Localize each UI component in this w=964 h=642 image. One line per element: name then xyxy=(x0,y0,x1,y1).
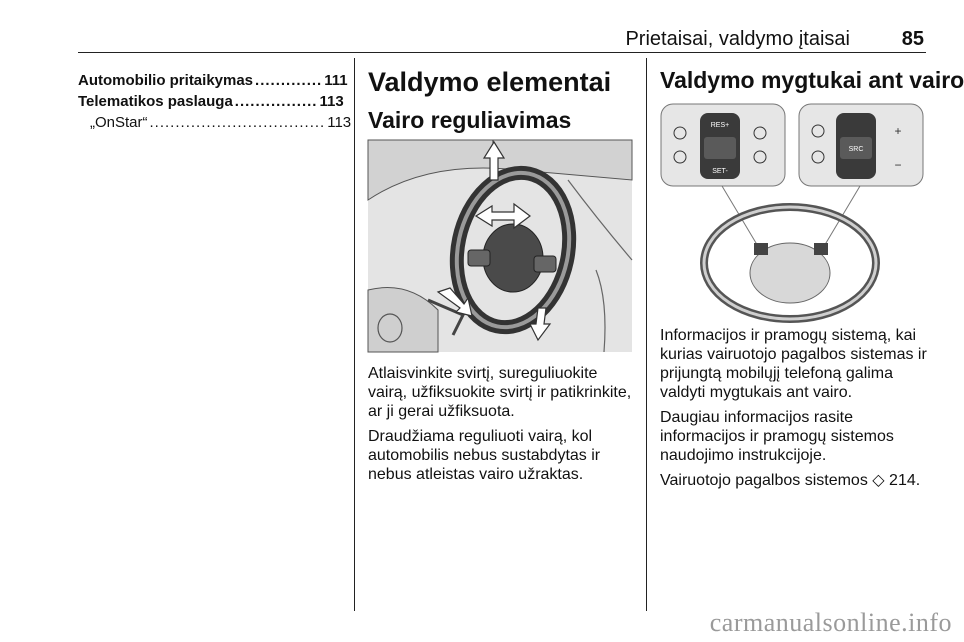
toc-label: Automobilio pritaikymas xyxy=(78,72,254,89)
toc-label: „OnStar“ xyxy=(90,114,148,131)
xref-page: 214. xyxy=(889,472,921,489)
toc-entry-customisation[interactable] xyxy=(78,70,348,91)
toc-dots: ................ xyxy=(234,93,318,110)
toc-page: 113 xyxy=(319,93,344,110)
right-body xyxy=(660,326,932,490)
paragraph: Draudžiama reguliuoti vairą, kol automobilis nebus sustabdytas ir nebus atleistas vairo užraktas. xyxy=(368,428,601,483)
res-label: RES+ xyxy=(710,122,730,129)
toc-entry-telematics[interactable] xyxy=(78,91,344,112)
column-divider-right xyxy=(646,58,647,611)
paragraph: Daugiau informacijos rasite informacijos ir pramogų sistemos naudojimo instrukcijoje. xyxy=(660,409,894,464)
column-divider-left xyxy=(354,58,355,611)
toc-dots: .................................. xyxy=(149,114,326,131)
xref-arrow-icon: ◇ xyxy=(872,472,885,489)
paragraph: Informacijos ir pramogų sistemą, kai kurias vairuotojo pagalbos sistemas ir prijungtą mobilųjį telefoną galima valdyti mygtukais ant vairo. xyxy=(660,327,927,401)
toc-page: 111 xyxy=(324,72,348,89)
header-title: Prietaisai, valdymo įtaisai xyxy=(625,28,850,50)
src-label: SRC xyxy=(848,146,864,153)
steering-wheel-drawing xyxy=(368,140,632,352)
toc-list xyxy=(78,70,352,133)
page-header xyxy=(78,22,926,50)
steering-adjustment-illustration xyxy=(368,140,632,352)
toc-dots: ............. xyxy=(255,72,323,89)
paragraph: Atlaisvinkite svirtį, sureguliuokite vairą, užfiksuokite svirtį ir patikrinkite, ar ji gerai užfiksuota. xyxy=(368,365,632,420)
toc-entry-onstar[interactable] xyxy=(78,112,352,133)
toc-label: Telematikos paslauga xyxy=(78,93,233,110)
volume-up-icon: + xyxy=(894,124,902,138)
toc-page: 113 xyxy=(327,114,352,131)
watermark: carmanualsonline.info xyxy=(709,608,952,637)
xref-text: Vairuotojo pagalbos sistemos xyxy=(660,472,868,489)
page-number: 85 xyxy=(901,28,924,50)
middle-body xyxy=(368,364,638,484)
set-label: SET- xyxy=(712,168,728,175)
section-heading: Valdymo elementai xyxy=(368,67,612,97)
subsection-heading: Vairo reguliavimas xyxy=(368,107,572,133)
volume-down-icon: − xyxy=(894,158,902,172)
cross-reference[interactable] xyxy=(660,471,932,490)
right-heading: Valdymo mygtukai ant vairo xyxy=(660,67,964,93)
steering-buttons-illustration xyxy=(660,103,924,315)
header-rule xyxy=(78,52,926,53)
steering-controls-drawing xyxy=(660,103,924,315)
